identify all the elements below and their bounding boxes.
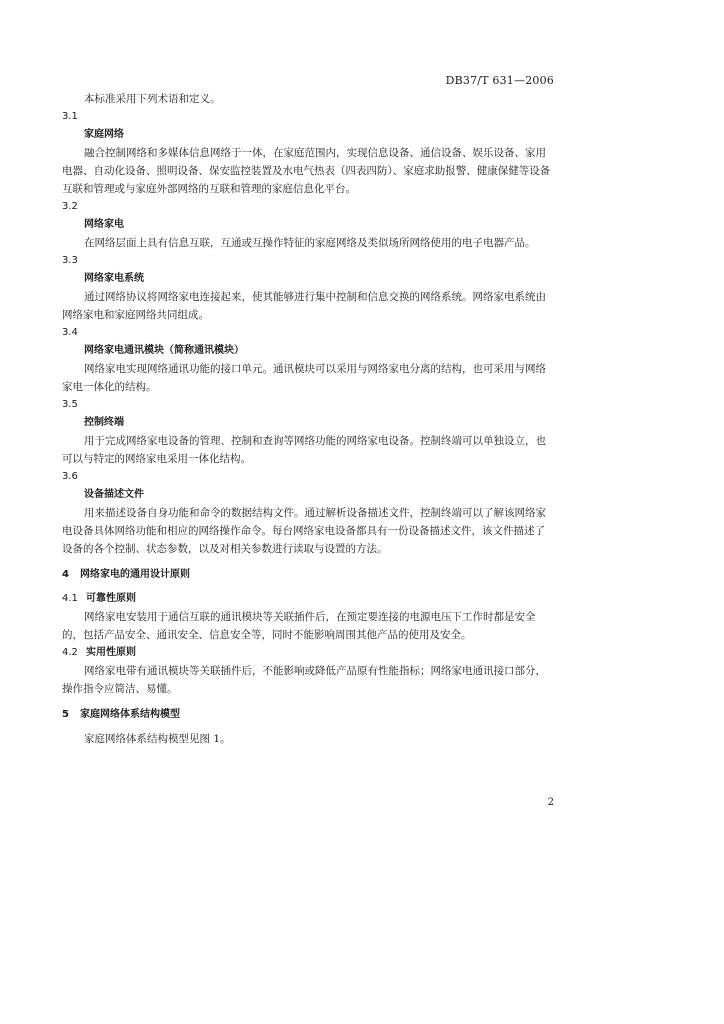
subsection-text: 网络家电安装用于通信互联的通讯模块等关联插件后，在预定要连接的电源电压下工作时都是安全的，包括产品安全、通讯安全、信息安全等，同时不能影响周围其他产品的使用及安全。	[62, 611, 536, 641]
term-3-2	[62, 198, 552, 252]
section-heading-5	[62, 706, 552, 724]
term-definition: 融合控制网络和多媒体信息网络于一体，在家庭范围内，实现信息设备、通信设备、娱乐设备、家用电器、自动化设备、照明设备、保安监控装置及水电气热表（四表四防）、家庭求助报警、健康保健等设备互联和管理或与家庭外部网络的互联和管理的家庭信息化平台。	[62, 147, 551, 195]
term-3-1	[62, 108, 552, 198]
subsection-number: 4.1	[62, 593, 78, 604]
term-title: 设备描述文件	[84, 489, 144, 500]
term-number: 3.2	[62, 201, 78, 212]
section-text: 家庭网络体系结构模型见图 1。	[84, 733, 231, 745]
subsection-4-1	[62, 590, 552, 644]
term-title: 网络家电系统	[84, 273, 144, 284]
section-title: 网络家电的通用设计原则	[80, 569, 190, 580]
section-number: 4	[62, 569, 69, 580]
term-title: 网络家电	[84, 219, 124, 230]
term-number: 3.3	[62, 255, 78, 266]
term-3-5	[62, 396, 552, 468]
section-title: 家庭网络体系结构模型	[80, 709, 180, 720]
subsection-4-2	[62, 644, 552, 698]
term-title: 控制终端	[84, 417, 124, 428]
term-number: 3.1	[62, 111, 78, 122]
term-definition: 用于完成网络家电设备的管理、控制和查询等网络功能的网络家电设备。控制终端可以单独设立，也可以与特定的网络家电采用一体化结构。	[62, 435, 546, 465]
term-title: 网络家电通讯模块（简称通讯模块）	[84, 345, 244, 356]
subsection-number: 4.2	[62, 647, 78, 658]
term-3-6	[62, 468, 552, 558]
intro-paragraph: 本标准采用下列术语和定义。	[84, 93, 221, 105]
page-number: 2	[547, 797, 554, 808]
subsection-title: 可靠性原则	[86, 593, 136, 604]
term-definition: 在网络层面上具有信息互联，互通或互操作特征的家庭网络及类似场所网络使用的电子电器产品。	[84, 237, 536, 249]
subsection-title: 实用性原则	[86, 647, 136, 658]
subsection-heading	[62, 590, 552, 608]
document-code: DB37/T 631—2006	[445, 74, 554, 87]
term-number: 3.6	[62, 471, 78, 482]
section-number: 5	[62, 709, 69, 720]
subsection-heading	[62, 644, 552, 662]
term-title: 家庭网络	[84, 129, 124, 140]
section-heading-4	[62, 566, 552, 584]
subsection-text: 网络家电带有通讯模块等关联插件后，不能影响或降低产品原有性能指标；网络家电通讯接口部分，操作指令应简洁、易懂。	[62, 665, 546, 695]
term-definition: 通过网络协议将网络家电连接起来，使其能够进行集中控制和信息交换的网络系统。网络家电系统由网络家电和家庭网络共同组成。	[62, 291, 546, 321]
term-3-4	[62, 324, 552, 396]
term-definition: 网络家电实现网络通讯功能的接口单元。通讯模块可以采用与网络家电分离的结构，也可采用与网络家电一体化的结构。	[62, 363, 546, 393]
term-definition: 用来描述设备自身功能和命令的数据结构文件。通过解析设备描述文件，控制终端可以了解该网络家电设备具体网络功能和相应的网络操作命令。每台网络家电设备都具有一份设备描述文件，该文件描述了设备的各个控制、状态参数，以及对相关参数进行读取与设置的方法。	[62, 507, 546, 555]
document-body	[62, 90, 552, 748]
term-number: 3.5	[62, 399, 78, 410]
term-number: 3.4	[62, 327, 78, 338]
term-3-3	[62, 252, 552, 324]
